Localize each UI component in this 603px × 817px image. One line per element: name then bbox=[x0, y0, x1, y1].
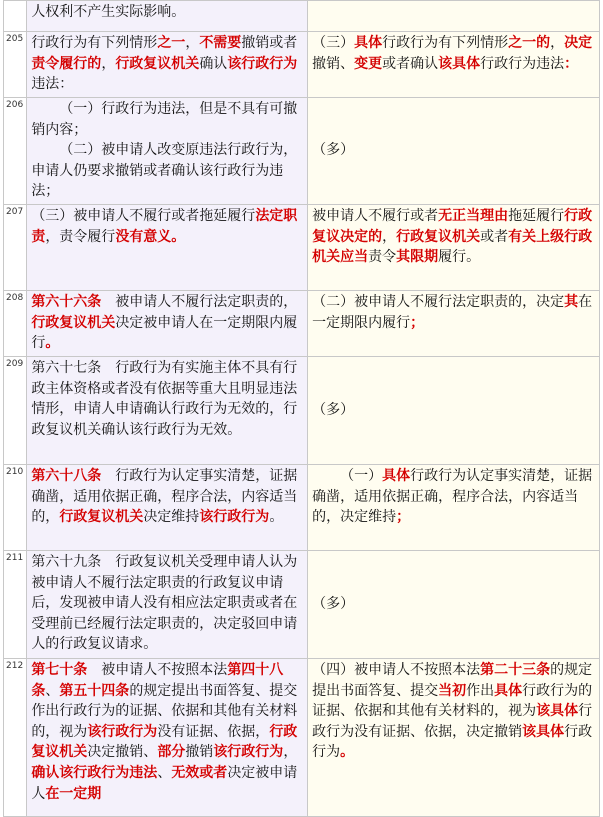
changed-text: 当初 bbox=[438, 682, 467, 699]
text-segment: 撤销 bbox=[185, 744, 214, 761]
text-segment: 确认 bbox=[199, 55, 228, 72]
changed-text: 第二十三条 bbox=[480, 662, 551, 678]
row-number bbox=[4, 1, 27, 32]
changed-text: 其 bbox=[564, 294, 579, 310]
text-segment: 行政行为有下列情形 bbox=[31, 35, 158, 51]
text-segment: 、 bbox=[157, 764, 172, 781]
row-number: 211 bbox=[4, 551, 27, 659]
text-segment: 被申请人不按照本法 bbox=[87, 662, 228, 678]
text-segment: 的规定提出书面答复、提交 bbox=[312, 662, 593, 699]
row-number: 205 bbox=[4, 32, 27, 98]
changed-text: 该具体 bbox=[536, 703, 579, 720]
changed-text: 该具体 bbox=[438, 55, 481, 72]
text-segment: ， bbox=[101, 55, 116, 72]
changed-text: 有关上级行政机关应当 bbox=[312, 228, 593, 266]
changed-text: 第六十六条 bbox=[31, 294, 102, 310]
row-number: 208 bbox=[4, 291, 27, 357]
old-text-cell bbox=[27, 659, 308, 817]
changed-text: 行政复议机关 bbox=[31, 314, 116, 331]
text-segment: ， bbox=[283, 744, 298, 761]
changed-text: ： bbox=[564, 55, 579, 72]
text-segment: 的规定提出书面答复、提交作出行政行为的证据、依据和其他有关材料的，视为 bbox=[31, 682, 298, 740]
text-segment: 人权利不产生实际影响。 bbox=[31, 4, 186, 20]
text-segment: 履行。 bbox=[438, 249, 481, 266]
text-segment: 行政行为的证据、依据和其他有关材料的，视为 bbox=[312, 682, 593, 720]
changed-text: 第六十八条 bbox=[31, 468, 102, 484]
text-segment: ，责令履行 bbox=[45, 228, 116, 245]
new-text-cell bbox=[308, 551, 600, 659]
changed-text: 责令履行的 bbox=[31, 55, 102, 72]
text-segment: （三）被申请人不履行或者拖延履行 bbox=[31, 208, 256, 224]
text-segment: ， bbox=[382, 228, 397, 245]
changed-text: 。 bbox=[45, 335, 60, 352]
text-segment: （二）被申请人改变原违法行政行为，申请人仍要求撤销或者确认该行政行为违法； bbox=[31, 142, 298, 200]
text-segment: （三） bbox=[312, 35, 355, 51]
changed-text: 法定职责 bbox=[31, 208, 298, 245]
changed-text: 变更 bbox=[354, 55, 383, 72]
text-segment: 决定被申请人在一定期限内履行 bbox=[31, 314, 298, 352]
changed-text: 该行政行为 bbox=[213, 744, 284, 761]
text-segment: 行政行为 bbox=[312, 723, 593, 761]
text-segment: 、 bbox=[45, 682, 60, 699]
changed-text: 不需要 bbox=[199, 35, 242, 51]
changed-text: ； bbox=[396, 509, 411, 526]
text-segment: ， bbox=[550, 35, 565, 51]
new-text-cell bbox=[308, 1, 600, 32]
changed-text: ； bbox=[410, 314, 425, 331]
text-segment: 第六十七条 行政行为有实施主体不具有行政主体资格或者没有依据等重大且明显违法情形，申请人申请确认行政行为无效的，行政复议机关确认该行政行为无效。 bbox=[31, 360, 298, 438]
text-segment: 行政行为有下列情形 bbox=[382, 35, 509, 51]
changed-text: 没有意义。 bbox=[115, 228, 186, 245]
text-segment: ， bbox=[185, 35, 200, 51]
changed-text: 之一的 bbox=[508, 35, 551, 51]
changed-text: 部分 bbox=[157, 744, 186, 761]
table-row bbox=[4, 1, 600, 32]
old-text-cell bbox=[27, 551, 308, 659]
changed-text: 行政复议决定的 bbox=[312, 208, 593, 245]
text-segment: 。 bbox=[269, 509, 284, 526]
table-row bbox=[4, 551, 600, 659]
changed-text: 决定 bbox=[564, 35, 593, 51]
text-segment: 行政行为认定事实清楚，证据确凿，适用依据正确，程序合法，内容适当的，决定维持 bbox=[312, 468, 593, 526]
new-text-cell bbox=[308, 98, 600, 205]
text-segment: （一） bbox=[340, 468, 383, 484]
text-segment: 决定维持 bbox=[143, 509, 200, 526]
text-segment: 撤销或者 bbox=[241, 35, 298, 51]
changed-text: 具体 bbox=[354, 35, 383, 51]
table-row bbox=[4, 205, 600, 291]
text-segment: （多） bbox=[312, 142, 355, 159]
changed-text: 该具体 bbox=[522, 723, 565, 740]
changed-text: 行政复议机关 bbox=[31, 723, 298, 761]
changed-text: 具体 bbox=[382, 468, 411, 484]
changed-text: 其限期 bbox=[396, 249, 439, 266]
old-text-cell bbox=[27, 357, 308, 465]
text-segment: 行政行为违法 bbox=[480, 55, 565, 72]
table-row bbox=[4, 659, 600, 817]
changed-text: 无效或者 bbox=[171, 764, 228, 781]
row-number: 207 bbox=[4, 205, 27, 291]
text-segment: 被申请人不履行法定职责的， bbox=[101, 294, 298, 310]
text-segment: 或者确认 bbox=[382, 55, 439, 72]
changed-text: 第七十条 bbox=[31, 662, 88, 678]
table-row bbox=[4, 465, 600, 551]
changed-text: 之一 bbox=[157, 35, 186, 51]
changed-text: 确认该行政行为违法 bbox=[31, 764, 158, 781]
text-segment: 第六十九条 行政复议机关受理申请人认为被申请人不履行法定职责的行政复议申请后，发现被申请人没有相应法定职责或者在受理前已经履行法定职责的，决定驳回申请人的行政复议请求。 bbox=[31, 554, 298, 653]
text-segment: （多） bbox=[312, 401, 355, 418]
text-segment: 行政行为认定事实清楚，证据确凿，适用依据正确，程序合法，内容适当的， bbox=[31, 468, 298, 526]
row-number: 212 bbox=[4, 659, 27, 817]
table-row bbox=[4, 98, 600, 205]
old-text-cell bbox=[27, 465, 308, 551]
changed-text: 行政复议机关 bbox=[59, 509, 144, 526]
changed-text: 。 bbox=[340, 744, 355, 761]
old-text-cell bbox=[27, 291, 308, 357]
new-text-cell bbox=[308, 291, 600, 357]
new-text-cell bbox=[308, 32, 600, 98]
changed-text: 第五十四条 bbox=[59, 682, 130, 699]
old-text-cell bbox=[27, 32, 308, 98]
changed-text: 无正当理由 bbox=[438, 208, 509, 224]
text-segment: 行政行为没有证据、依据，决定撤销 bbox=[312, 703, 593, 740]
text-segment: 违法： bbox=[31, 76, 74, 93]
row-number: 210 bbox=[4, 465, 27, 551]
text-segment: （多） bbox=[312, 595, 355, 612]
new-text-cell bbox=[308, 205, 600, 291]
text-segment: 拖延履行 bbox=[508, 208, 565, 224]
text-segment: 或者 bbox=[480, 228, 509, 245]
text-segment: （二）被申请人不履行法定职责的，决定 bbox=[312, 294, 565, 310]
text-segment: （四）被申请人不按照本法 bbox=[312, 662, 481, 678]
old-text-cell bbox=[27, 1, 308, 32]
new-text-cell bbox=[308, 465, 600, 551]
text-segment: 被申请人不履行或者 bbox=[312, 208, 439, 224]
table-row bbox=[4, 291, 600, 357]
text-segment: 作出 bbox=[466, 682, 495, 699]
text-segment: 撤销、 bbox=[312, 55, 355, 72]
changed-text: 该行政行为 bbox=[227, 55, 298, 72]
changed-text: 具体 bbox=[494, 682, 523, 699]
row-number: 206 bbox=[4, 98, 27, 205]
old-text-cell bbox=[27, 205, 308, 291]
old-text-cell bbox=[27, 98, 308, 205]
text-segment: 没有证据、依据， bbox=[157, 723, 270, 740]
new-text-cell bbox=[308, 357, 600, 465]
changed-text: 第四十八条 bbox=[31, 662, 284, 699]
row-number: 209 bbox=[4, 357, 27, 465]
changed-text: 行政复议机关 bbox=[115, 55, 200, 72]
text-segment: 决定撤销、 bbox=[87, 744, 158, 761]
text-segment: 责令 bbox=[368, 249, 397, 266]
changed-text: 在一定期 bbox=[45, 785, 102, 802]
new-text-cell bbox=[308, 659, 600, 817]
table-row bbox=[4, 357, 600, 465]
text-segment: （一）行政行为违法，但是不具有可撤销内容； bbox=[31, 101, 298, 138]
law-comparison-table bbox=[3, 0, 600, 817]
table-row bbox=[4, 32, 600, 98]
text-segment: 在一定期限内履行 bbox=[312, 294, 593, 331]
changed-text: 该行政行为 bbox=[87, 723, 158, 740]
text-segment: 决定被申请人 bbox=[31, 764, 298, 802]
changed-text: 该行政行为 bbox=[199, 509, 270, 526]
changed-text: 行政复议机关 bbox=[396, 228, 481, 245]
